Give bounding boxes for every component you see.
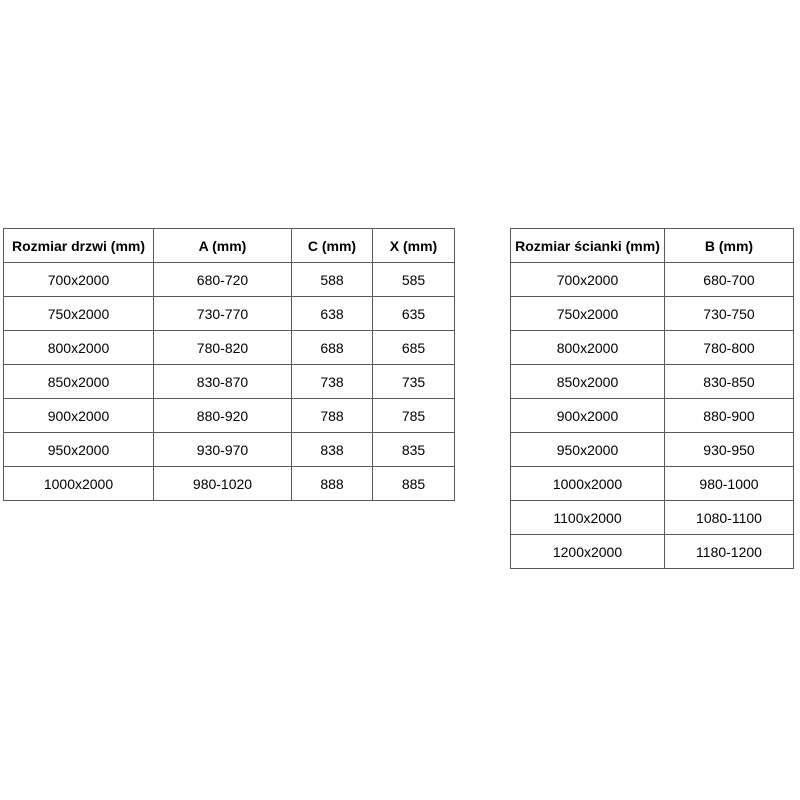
table-row (511, 433, 794, 467)
table-cell: 1100x2000 (511, 501, 665, 535)
table-cell: 880-920 (154, 399, 292, 433)
table-cell: 1080-1100 (665, 501, 794, 535)
table-cell: 1000x2000 (4, 467, 154, 501)
table-row (4, 331, 455, 365)
table-cell: 850x2000 (511, 365, 665, 399)
table-cell: 780-820 (154, 331, 292, 365)
column-header: C (mm) (292, 229, 373, 263)
table-row (511, 467, 794, 501)
table-cell: 835 (373, 433, 455, 467)
table-cell: 900x2000 (4, 399, 154, 433)
table-cell: 1000x2000 (511, 467, 665, 501)
table-cell: 830-850 (665, 365, 794, 399)
table-cell: 585 (373, 263, 455, 297)
table-row (511, 331, 794, 365)
table-cell: 750x2000 (511, 297, 665, 331)
table-cell: 738 (292, 365, 373, 399)
table-cell: 880-900 (665, 399, 794, 433)
column-header: Rozmiar drzwi (mm) (4, 229, 154, 263)
table-cell: 888 (292, 467, 373, 501)
column-header: X (mm) (373, 229, 455, 263)
table-row (4, 263, 455, 297)
table-cell: 830-870 (154, 365, 292, 399)
table-cell: 730-750 (665, 297, 794, 331)
table-row (511, 263, 794, 297)
table-row (4, 297, 455, 331)
table-cell: 780-800 (665, 331, 794, 365)
table-row (4, 399, 455, 433)
table-cell: 680-720 (154, 263, 292, 297)
table-cell: 730-770 (154, 297, 292, 331)
column-header: Rozmiar ścianki (mm) (511, 229, 665, 263)
table-cell: 800x2000 (511, 331, 665, 365)
table-cell: 788 (292, 399, 373, 433)
table-row (511, 399, 794, 433)
table-row (511, 501, 794, 535)
table-cell: 700x2000 (511, 263, 665, 297)
table-row (4, 365, 455, 399)
table-cell: 950x2000 (511, 433, 665, 467)
column-header: B (mm) (665, 229, 794, 263)
door-sizes-table (3, 228, 455, 501)
table-cell: 688 (292, 331, 373, 365)
table-cell: 950x2000 (4, 433, 154, 467)
table-cell: 750x2000 (4, 297, 154, 331)
table-cell: 1180-1200 (665, 535, 794, 569)
table-cell: 800x2000 (4, 331, 154, 365)
table-cell: 685 (373, 331, 455, 365)
table-row (4, 433, 455, 467)
table-cell: 635 (373, 297, 455, 331)
table-cell: 930-950 (665, 433, 794, 467)
table-cell: 735 (373, 365, 455, 399)
header-row (4, 229, 455, 263)
table-cell: 900x2000 (511, 399, 665, 433)
table-row (511, 365, 794, 399)
table-cell: 638 (292, 297, 373, 331)
table-row (511, 535, 794, 569)
table-cell: 850x2000 (4, 365, 154, 399)
table-row (4, 467, 455, 501)
header-row (511, 229, 794, 263)
table-row (511, 297, 794, 331)
wall-sizes-table (510, 228, 794, 569)
table-cell: 930-970 (154, 433, 292, 467)
table-cell: 980-1000 (665, 467, 794, 501)
table-cell: 838 (292, 433, 373, 467)
table-cell: 980-1020 (154, 467, 292, 501)
table-cell: 885 (373, 467, 455, 501)
table-cell: 1200x2000 (511, 535, 665, 569)
table-cell: 680-700 (665, 263, 794, 297)
column-header: A (mm) (154, 229, 292, 263)
table-cell: 700x2000 (4, 263, 154, 297)
table-cell: 588 (292, 263, 373, 297)
table-cell: 785 (373, 399, 455, 433)
